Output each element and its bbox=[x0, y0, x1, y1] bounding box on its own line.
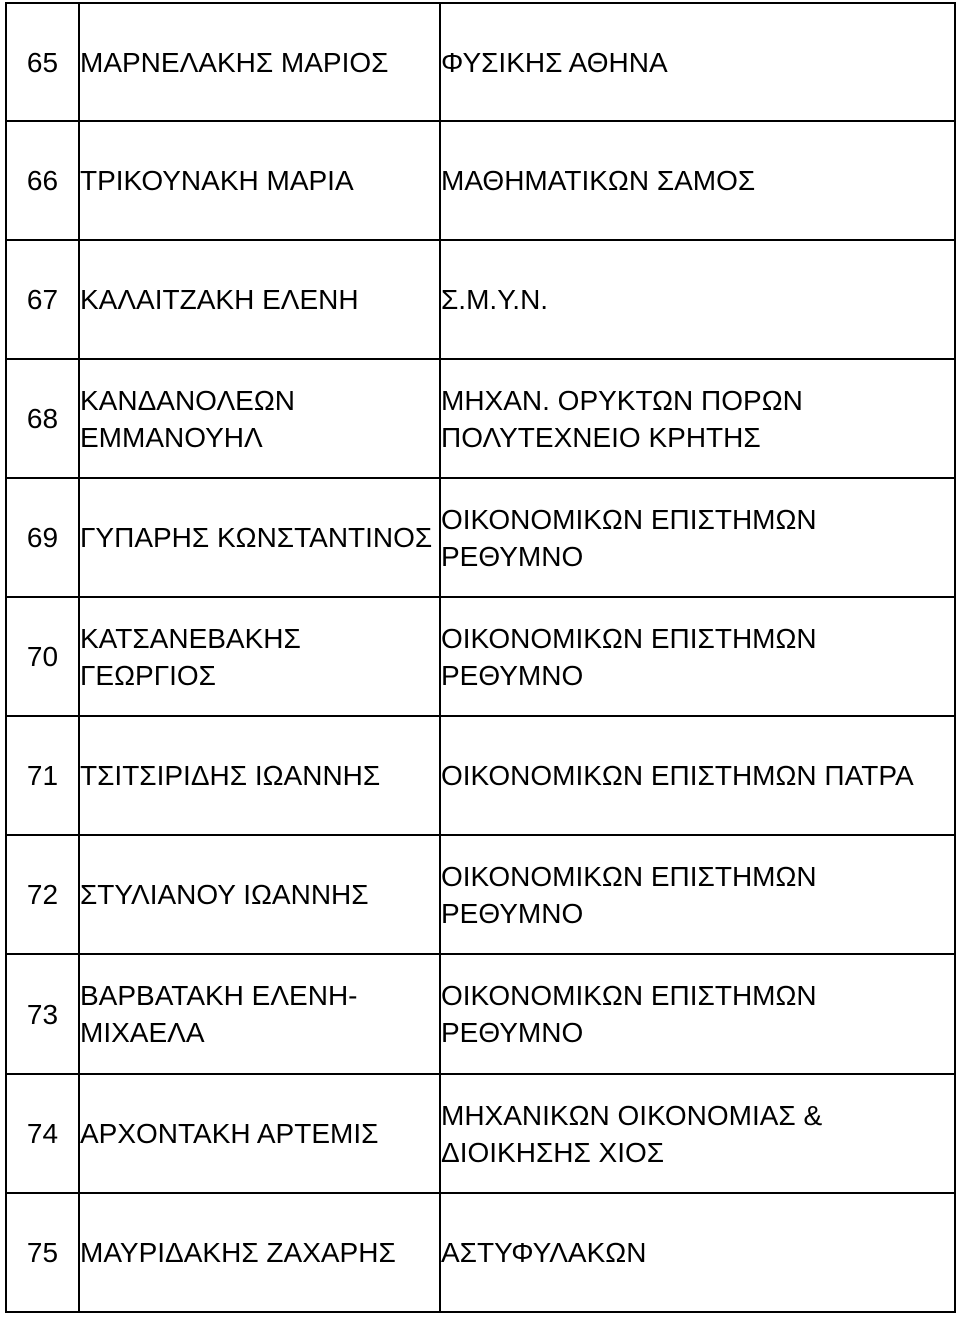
person-name: ΚΑΛΑΙΤΖΑΚΗ ΕΛΕΝΗ bbox=[79, 240, 440, 359]
row-number: 68 bbox=[6, 359, 79, 478]
row-number: 72 bbox=[6, 835, 79, 954]
person-name: ΒΑΡΒΑΤΑΚΗ ΕΛΕΝΗ-ΜΙΧΑΕΛΑ bbox=[79, 954, 440, 1074]
table-row bbox=[6, 1193, 955, 1312]
department: ΜΑΘΗΜΑΤΙΚΩΝ ΣΑΜΟΣ bbox=[440, 121, 955, 240]
department: ΟΙΚΟΝΟΜΙΚΩΝ ΕΠΙΣΤΗΜΩΝ ΡΕΘΥΜΝΟ bbox=[440, 835, 955, 954]
department: ΑΣΤΥΦΥΛΑΚΩΝ bbox=[440, 1193, 955, 1312]
department: ΜΗΧΑΝ. ΟΡΥΚΤΩΝ ΠΟΡΩΝ ΠΟΛΥΤΕΧΝΕΙΟ ΚΡΗΤΗΣ bbox=[440, 359, 955, 478]
table-row bbox=[6, 121, 955, 240]
department: ΜΗΧΑΝΙΚΩΝ ΟΙΚΟΝΟΜΙΑΣ & ΔΙΟΙΚΗΣΗΣ ΧΙΟΣ bbox=[440, 1074, 955, 1193]
department: ΟΙΚΟΝΟΜΙΚΩΝ ΕΠΙΣΤΗΜΩΝ ΡΕΘΥΜΝΟ bbox=[440, 954, 955, 1074]
person-name: ΜΑΡΝΕΛΑΚΗΣ ΜΑΡΙΟΣ bbox=[79, 3, 440, 121]
person-name: ΚΑΝΔΑΝΟΛΕΩΝ ΕΜΜΑΝΟΥΗΛ bbox=[79, 359, 440, 478]
row-number: 66 bbox=[6, 121, 79, 240]
row-number: 69 bbox=[6, 478, 79, 597]
table-row bbox=[6, 1074, 955, 1193]
table-row bbox=[6, 359, 955, 478]
results-table bbox=[5, 2, 956, 1313]
row-number: 73 bbox=[6, 954, 79, 1074]
row-number: 75 bbox=[6, 1193, 79, 1312]
row-number: 67 bbox=[6, 240, 79, 359]
row-number: 70 bbox=[6, 597, 79, 716]
department: Σ.Μ.Υ.Ν. bbox=[440, 240, 955, 359]
person-name: ΓΥΠΑΡΗΣ ΚΩΝΣΤΑΝΤΙΝΟΣ bbox=[79, 478, 440, 597]
row-number: 74 bbox=[6, 1074, 79, 1193]
table-row bbox=[6, 716, 955, 835]
table-row bbox=[6, 954, 955, 1074]
table-row bbox=[6, 835, 955, 954]
person-name: ΤΣΙΤΣΙΡΙΔΗΣ ΙΩΑΝΝΗΣ bbox=[79, 716, 440, 835]
department: ΟΙΚΟΝΟΜΙΚΩΝ ΕΠΙΣΤΗΜΩΝ ΠΑΤΡΑ bbox=[440, 716, 955, 835]
table-row bbox=[6, 478, 955, 597]
person-name: ΣΤΥΛΙΑΝΟΥ ΙΩΑΝΝΗΣ bbox=[79, 835, 440, 954]
table-row bbox=[6, 240, 955, 359]
table-row bbox=[6, 597, 955, 716]
person-name: ΜΑΥΡΙΔΑΚΗΣ ΖΑΧΑΡΗΣ bbox=[79, 1193, 440, 1312]
person-name: ΑΡΧΟΝΤΑΚΗ ΑΡΤΕΜΙΣ bbox=[79, 1074, 440, 1193]
department: ΟΙΚΟΝΟΜΙΚΩΝ ΕΠΙΣΤΗΜΩΝ ΡΕΘΥΜΝΟ bbox=[440, 597, 955, 716]
department: ΦΥΣΙΚΗΣ ΑΘΗΝΑ bbox=[440, 3, 955, 121]
row-number: 71 bbox=[6, 716, 79, 835]
table-row bbox=[6, 3, 955, 121]
person-name: ΤΡΙΚΟΥΝΑΚΗ ΜΑΡΙΑ bbox=[79, 121, 440, 240]
row-number: 65 bbox=[6, 3, 79, 121]
department: ΟΙΚΟΝΟΜΙΚΩΝ ΕΠΙΣΤΗΜΩΝ ΡΕΘΥΜΝΟ bbox=[440, 478, 955, 597]
person-name: ΚΑΤΣΑΝΕΒΑΚΗΣ ΓΕΩΡΓΙΟΣ bbox=[79, 597, 440, 716]
